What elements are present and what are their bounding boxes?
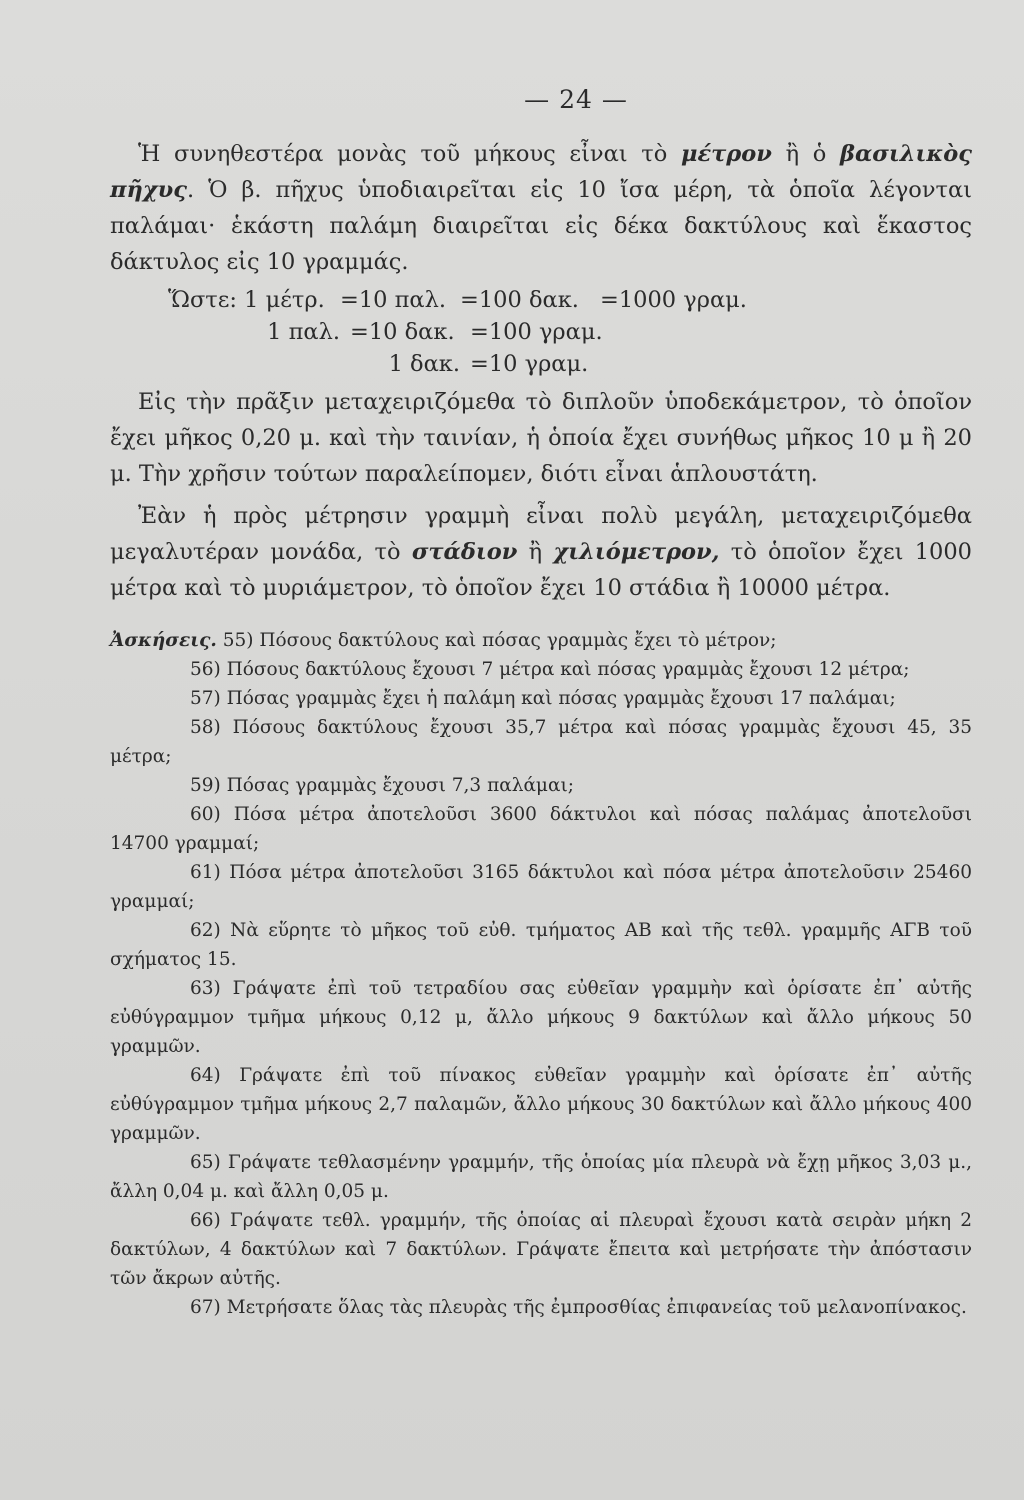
conversion-row [110, 284, 972, 316]
exercise-item: 58) Πόσους δακτύλους ἔχουσι 35,7 μέτρα καὶ πόσας γραμμὰς ἔχουσι 45, 35 μέτρα; [110, 717, 972, 767]
conversion-cell: =10 δακ. [350, 319, 455, 345]
conversion-row [110, 348, 972, 380]
exercise-item: 57) Πόσας γραμμὰς ἔχει ἡ παλάμη καὶ πόσας γραμμὰς ἔχουσι 17 παλάμαι; [190, 688, 896, 709]
exercise-item: 67) Μετρήσατε ὅλας τὰς πλευρὰς τῆς ἐμπροσθίας ἐπιφανείας τοῦ μελανοπίνακος. [190, 1297, 967, 1318]
conversion-cell: =100 δακ. [460, 287, 579, 313]
exercise-item: 64) Γράψατε ἐπὶ τοῦ πίνακος εὐθεῖαν γραμμὴν καὶ ὁρίσατε ἐπ᾽ αὐτῆς εὐθύγραμμον τμῆμα μήκους 2,7 παλαμῶν, ἄλλο μήκους 30 δακτύλων καὶ ἄλλο μήκους 400 γραμμῶν. [110, 1065, 972, 1144]
exercise-item: 66) Γράψατε τεθλ. γραμμήν, τῆς ὁποίας αἱ πλευραὶ ἔχουσι κατὰ σειρὰν μήκη 2 δακτύλων, 4 δακτύλων καὶ 7 δακτύλων. Γράψατε ἔπειτα καὶ μετρήσατε τὴν ἀπόστασιν τῶν ἄκρων αὐτῆς. [110, 1210, 972, 1289]
conversion-row [110, 316, 972, 348]
practice-paragraph: Εἰς τὴν πρᾶξιν μεταχειριζόμεθα τὸ διπλοῦν ὑποδεκάμετρον, τὸ ὁποῖον ἔχει μῆκος 0,20 μ. καὶ τὴν ταινίαν, ἡ ὁποία ἔχει συνήθως μῆκος 10 μ ἢ 20 μ. Τὴν χρῆσιν τούτων παραλείπομεν, διότι εἶναι ἁπλουστάτη. [110, 389, 972, 487]
exercise-text: 55) Πόσους δακτύλους καὶ πόσας γραμμὰς ἔχει τὸ μέτρον; [222, 630, 777, 651]
exercise-item: 56) Πόσους δακτύλους ἔχουσι 7 μέτρα καὶ πόσας γραμμὰς ἔχουσι 12 μέτρα; [190, 659, 910, 680]
exercise-item: 60) Πόσα μέτρα ἀποτελοῦσι 3600 δάκτυλοι καὶ πόσας παλάμας ἀποτελοῦσι 14700 γραμμαί; [110, 804, 972, 854]
conversion-cell: =1000 γραμ. [600, 287, 747, 313]
intro-text-2: ἢ ὁ [771, 141, 841, 167]
term-chiliometron: χιλιόμετρον, [553, 539, 720, 565]
intro-paragraph [110, 136, 972, 280]
exercise-item: 59) Πόσας γραμμὰς ἔχουσι 7,3 παλάμαι; [190, 775, 574, 796]
conversion-cell: =10 παλ. [340, 287, 447, 313]
larger-units-text-1: Ἐὰν ἡ πρὸς μέτρησιν γραμμὴ εἶναι πολὺ μεγάλη, μεταχειριζόμεθα μεγαλυτέραν μονάδα, τὸ [110, 503, 972, 565]
intro-text-3: . Ὁ β. πῆχυς ὑποδιαιρεῖται εἰς 10 ἴσα μέρη, τὰ ὁποῖα λέγονται παλάμαι· ἑκάστη παλάμη διαιρεῖται εἰς δέκα δακτύλους καὶ ἕκαστος δάκτυλος εἰς 10 γραμμάς. [110, 177, 972, 275]
page-number: — 24 — [524, 85, 628, 114]
conversion-cell: =10 γραμ. [470, 351, 589, 377]
exercises-section [110, 626, 972, 1322]
conversion-cell: Ὥστε: 1 μέτρ. [168, 287, 325, 313]
exercise-item: 62) Νὰ εὕρητε τὸ μῆκος τοῦ εὐθ. τμήματος ΑΒ καὶ τῆς τεθλ. γραμμῆς ΑΓΒ τοῦ σχήματος 15. [110, 920, 972, 970]
term-vasilikos-pichys: βασιλικὸς πῆχυς [110, 141, 972, 203]
term-stadion: στάδιον [411, 539, 518, 565]
term-metron: μέτρον [681, 141, 772, 167]
conversion-cell: 1 δακ. [388, 351, 460, 377]
exercise-item: 61) Πόσα μέτρα ἀποτελοῦσι 3165 δάκτυλοι καὶ πόσα μέτρα ἀποτελοῦσιν 25460 γραμμαί; [110, 862, 972, 912]
exercises-heading: Ἀσκήσεις. [110, 630, 217, 651]
conversion-cell: 1 παλ. [267, 319, 340, 345]
larger-units-text-2: ἢ [517, 539, 554, 565]
exercise-item: 65) Γράψατε τεθλασμένην γραμμήν, τῆς ὁποίας μία πλευρὰ νὰ ἔχῃ μῆκος 3,03 μ., ἄλλη 0,04 μ. καὶ ἄλλη 0,05 μ. [110, 1152, 972, 1202]
larger-units-text-3: τὸ ὁποῖον ἔχει 1000 μέτρα καὶ τὸ μυριάμετρον, τὸ ὁποῖον ἔχει 10 στάδια ἢ 10000 μέτρα. [110, 539, 972, 601]
exercise-item: 63) Γράψατε ἐπὶ τοῦ τετραδίου σας εὐθεῖαν γραμμὴν καὶ ὁρίσατε ἐπ᾽ αὐτῆς εὐθύγραμμον τμῆμα μήκους 0,12 μ, ἄλλο μήκους 9 δακτύλων καὶ ἄλλο μήκους 50 γραμμῶν. [110, 978, 972, 1057]
intro-text-1: Ἡ συνηθεστέρα μονὰς τοῦ μήκους εἶναι τὸ [138, 141, 682, 167]
exercise-item [110, 626, 972, 655]
page-content [110, 85, 972, 1322]
conversion-cell: =100 γραμ. [470, 319, 603, 345]
conversion-table [110, 284, 972, 380]
larger-units-paragraph [110, 498, 972, 606]
